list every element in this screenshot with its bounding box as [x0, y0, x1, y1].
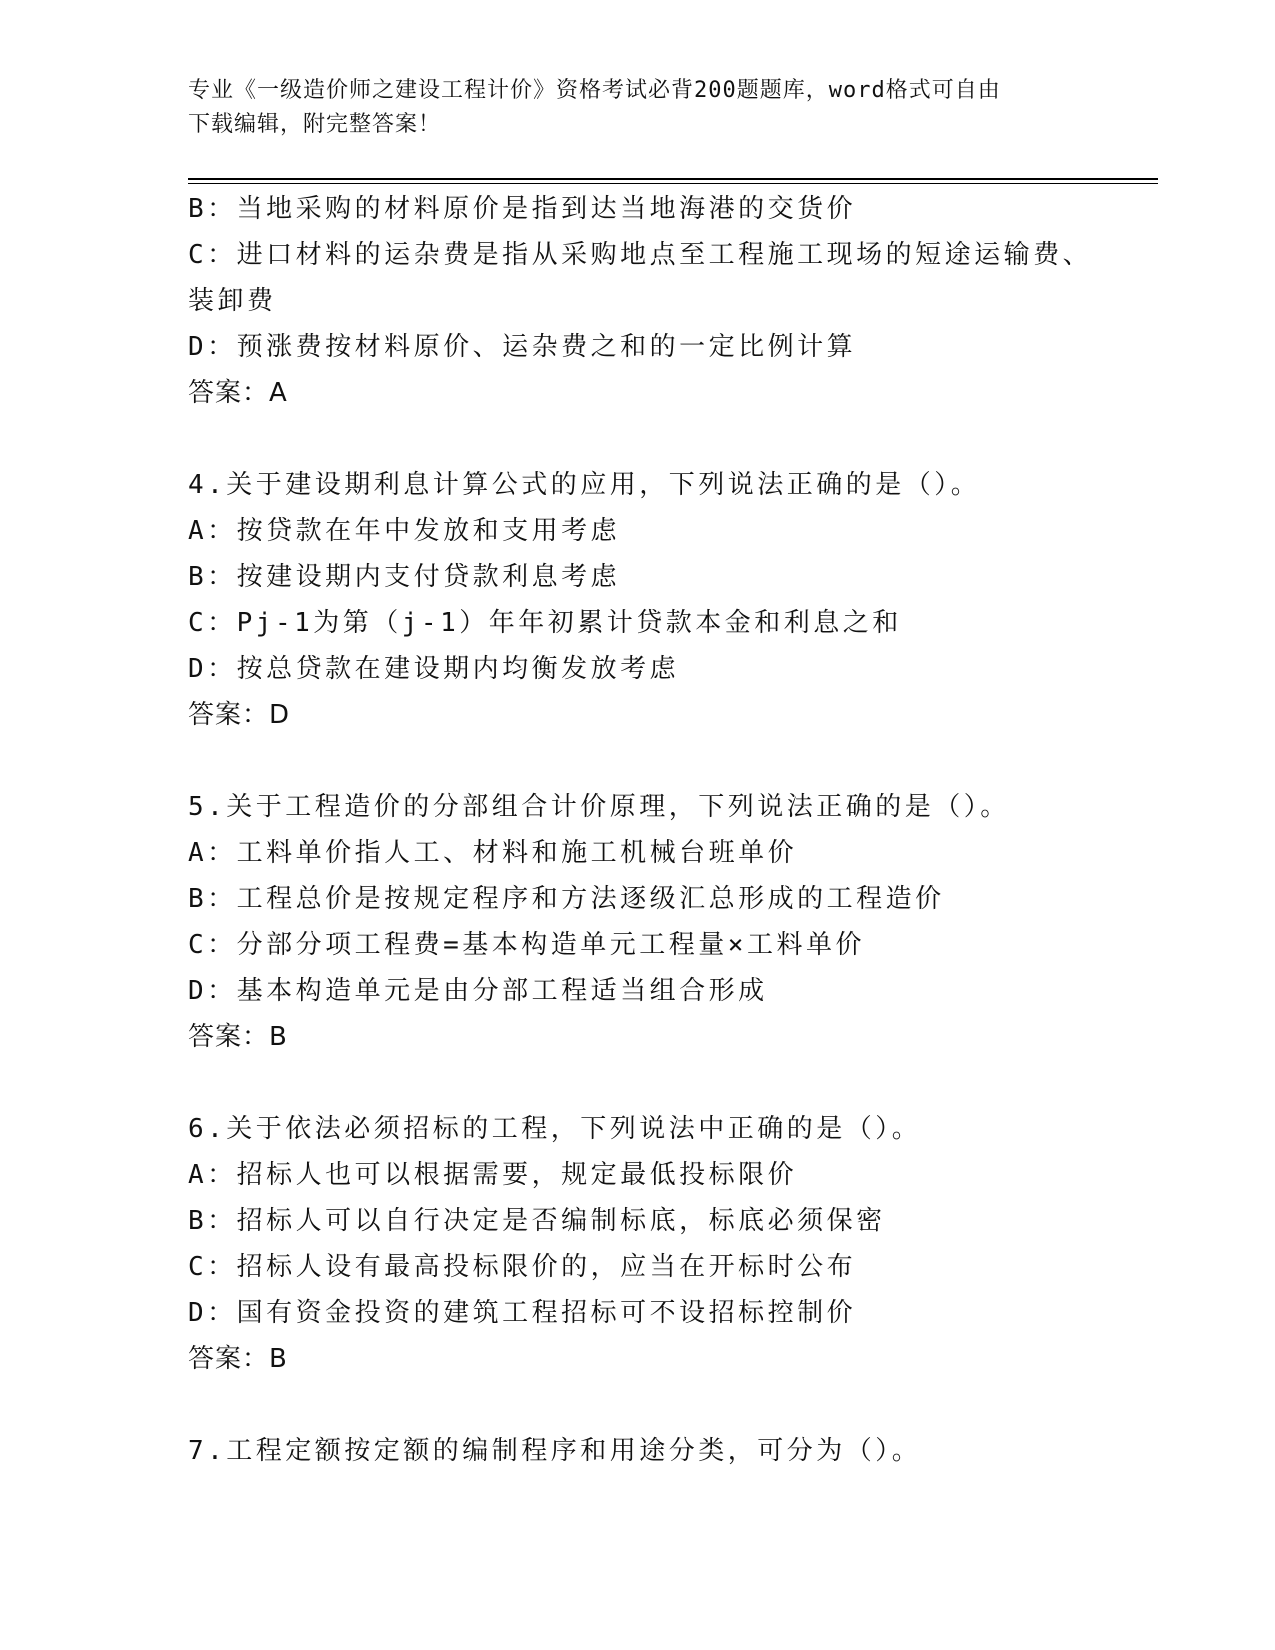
option-d: D：预涨费按材料原价、运杂费之和的一定比例计算 [188, 332, 857, 362]
question-5 [188, 784, 1148, 1060]
spacer [188, 738, 1148, 784]
header-title-line-2: 下载编辑，附完整答案！ [188, 112, 442, 137]
option-d: D：基本构造单元是由分部工程适当组合形成 [188, 976, 768, 1006]
option-a: A：按贷款在年中发放和支用考虑 [188, 516, 621, 546]
answer: 答案：D [188, 700, 291, 730]
option-b: B：当地采购的材料原价是指到达当地海港的交货价 [188, 194, 857, 224]
header-divider-thin [188, 183, 1158, 184]
option-c-continued: 装卸费 [188, 286, 277, 316]
option-b: B：工程总价是按规定程序和方法逐级汇总形成的工程造价 [188, 884, 945, 914]
question-stem: 5.关于工程造价的分部组合计价原理，下列说法正确的是（）。 [188, 792, 1010, 822]
header-title-line-1: 专业《一级造价师之建设工程计价》资格考试必背200题题库，word格式可自由 [188, 78, 1001, 103]
document-header [188, 74, 1088, 142]
spacer [188, 1382, 1148, 1428]
question-3-continued [188, 186, 1148, 416]
option-c: C：分部分项工程费=基本构造单元工程量×工料单价 [188, 930, 865, 960]
question-4 [188, 462, 1148, 738]
answer: 答案：B [188, 1344, 288, 1374]
header-divider-thick [188, 178, 1158, 180]
option-b: B：招标人可以自行决定是否编制标底，标底必须保密 [188, 1206, 886, 1236]
spacer [188, 1060, 1148, 1106]
question-stem: 7.工程定额按定额的编制程序和用途分类，可分为（）。 [188, 1436, 922, 1466]
question-6 [188, 1106, 1148, 1382]
option-a: A：招标人也可以根据需要，规定最低投标限价 [188, 1160, 798, 1190]
option-d: D：国有资金投资的建筑工程招标可不设招标控制价 [188, 1298, 857, 1328]
question-list [188, 186, 1148, 1474]
option-b: B：按建设期内支付贷款利息考虑 [188, 562, 621, 592]
question-7 [188, 1428, 1148, 1474]
answer: 答案：B [188, 1022, 288, 1052]
option-a: A：工料单价指人工、材料和施工机械台班单价 [188, 838, 798, 868]
question-stem: 4.关于建设期利息计算公式的应用，下列说法正确的是（）。 [188, 470, 981, 500]
option-d: D：按总贷款在建设期内均衡发放考虑 [188, 654, 680, 684]
option-c: C：Pj-1为第（j-1）年年初累计贷款本金和利息之和 [188, 608, 902, 638]
spacer [188, 416, 1148, 462]
option-c: C：招标人设有最高投标限价的，应当在开标时公布 [188, 1252, 857, 1282]
question-stem: 6.关于依法必须招标的工程，下列说法中正确的是（）。 [188, 1114, 922, 1144]
answer: 答案：A [188, 378, 288, 408]
option-c: C：进口材料的运杂费是指从采购地点至工程施工现场的短途运输费、 [188, 240, 1093, 270]
